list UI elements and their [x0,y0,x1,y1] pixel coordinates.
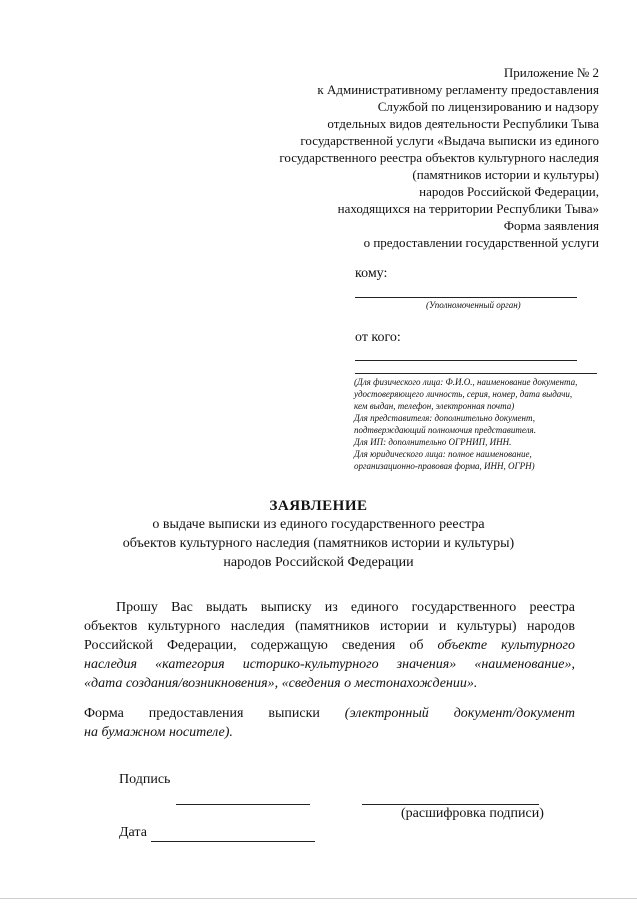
form-type-text: Форма предоставления выписки [84,706,345,721]
hint-line: организационно-правовая форма, ИНН, ОГРН) [354,461,535,471]
paragraph-line [84,636,575,655]
appendix-line: Приложение № 2 [503,65,599,80]
paragraph-line: Прошу Вас выдать выписку из единого государственного реестра [116,600,575,615]
paragraph-line [84,674,575,693]
to-label: кому: [355,266,388,281]
form-type-line [84,723,575,742]
to-caption: (Уполномоченный орган) [426,300,521,310]
paragraph-line: объектов культурного наследия (памятников истории и культуры) народов [84,619,575,634]
hint-line: (Для физического лица: Ф.И.О., наименование документа, [354,377,578,387]
to-field-line[interactable] [355,297,577,298]
form-title [364,217,599,251]
appendix-line: (памятников истории и культуры) [412,167,599,182]
appendix-line: к Административному регламенту предоставления [317,82,599,97]
paragraph-italic-text: наследия «категория историко-культурного значения» «наименование», [84,657,575,672]
hint-line: Для юридического лица: полное наименование, [354,449,532,459]
document-subtitle-line: народов Российской Федерации [223,555,414,570]
appendix-line: Службой по лицензированию и надзору [377,99,599,114]
signature-label: Подпись [119,772,171,787]
from-label: от кого: [355,330,401,345]
document-title: ЗАЯВЛЕНИЕ [269,498,368,514]
hint-line: удостоверяющего личность, серия, номер, дата выдачи, [354,389,573,399]
hint-line: подтверждающий полномочия представителя. [354,425,536,435]
paragraph-line [84,655,575,674]
form-title-line: о предоставлении государственной услуги [363,235,599,250]
request-paragraph [84,598,575,693]
form-type-options: (электронный документ/документ [344,706,575,721]
hint-line: Для ИП: дополнительно ОГРНИП, ИНН. [354,437,512,447]
appendix-note [199,64,599,217]
paragraph-text: Российской Федерации, содержащую сведения об [84,638,438,653]
paragraph-italic-text: «дата создания/возникновения», «сведения о местонахождении». [84,676,478,691]
from-field-line-2[interactable] [355,373,597,374]
signature-decode-line[interactable] [362,804,539,805]
appendix-line: находящихся на территории Республики Тыва» [337,201,599,216]
appendix-line: народов Российской Федерации, [419,184,599,199]
form-type-line [84,704,575,723]
form-type-paragraph [84,704,575,742]
from-hint [354,376,598,472]
form-title-line: Форма заявления [503,218,599,233]
scan-edge [0,898,637,899]
appendix-line: государственной услуги «Выдача выписки из единого [300,133,599,148]
from-field-line[interactable] [355,360,577,361]
form-type-options: на бумажном носителе). [84,725,233,740]
appendix-line: государственного реестра объектов культурного наследия [279,150,599,165]
date-label: Дата [119,825,147,840]
document-subtitle-line: о выдаче выписки из единого государственного реестра [152,517,485,532]
paragraph-italic-text: объекте культурного [437,638,575,653]
appendix-line: отдельных видов деятельности Республики Тыва [327,116,599,131]
hint-line: Для представителя: дополнительно документ, [354,413,535,423]
hint-line: кем выдан, телефон, электронная почта) [354,401,515,411]
document-subtitle-line: объектов культурного наследия (памятников истории и культуры) [122,536,515,551]
signature-decode-caption: (расшифровка подписи) [401,806,544,821]
signature-line[interactable] [176,804,310,805]
date-line[interactable] [151,841,315,842]
document-heading [0,498,637,572]
